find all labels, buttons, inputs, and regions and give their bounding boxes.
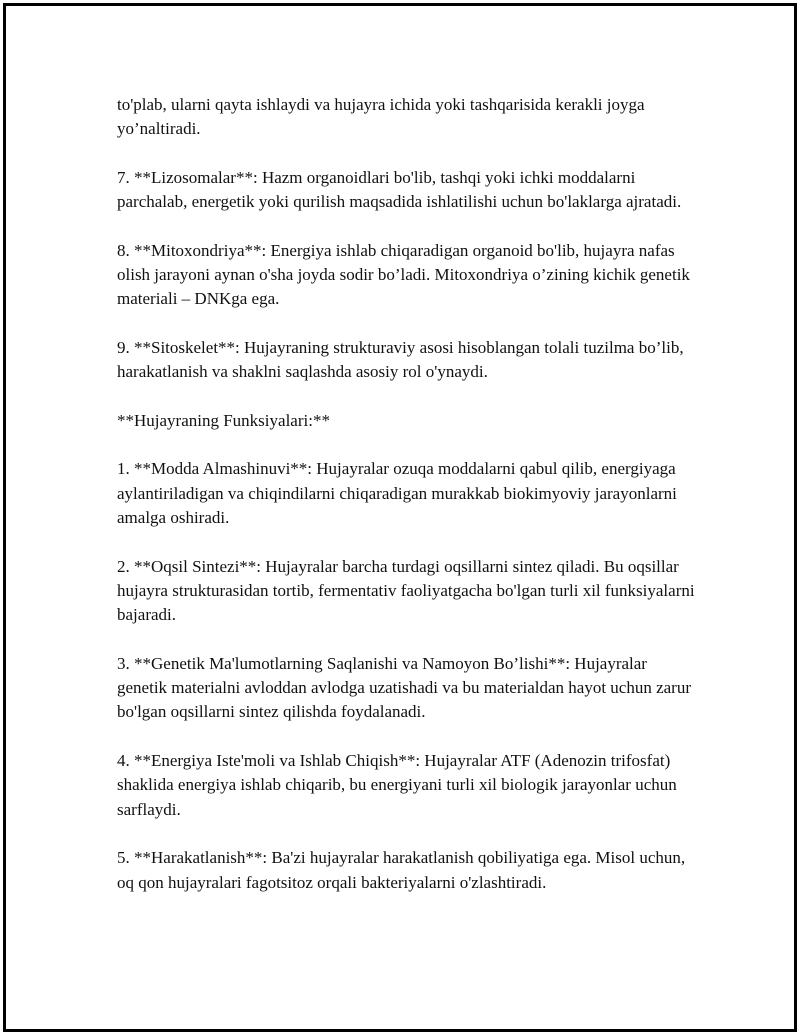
paragraph-sitoskelet: 9. **Sitoskelet**: Hujayraning strukturaviy asosi hisoblangan tolali tuzilma bo’lib, harakatlanish va shaklni saqlashda asosiy rol o'ynaydi. xyxy=(117,337,684,382)
paragraph-oqsil-sintezi: 2. **Oqsil Sintezi**: Hujayralar barcha turdagi oqsillarni sintez qiladi. Bu oqsillar hujayra strukturasidan tortib, fermentativ faoliyatgacha bo'lgan turli xil funksiyalarni bajaradi. xyxy=(117,556,695,625)
paragraph-continuation: to'plab, ularni qayta ishlaydi va hujayra ichida yoki tashqarisida kerakli joyga yo’naltiradi. xyxy=(117,95,645,139)
section-heading-funksiyalari: **Hujayraning Funksiyalari:** xyxy=(117,410,330,430)
document-body xyxy=(117,93,697,919)
paragraph-energiya: 4. **Energiya Iste'moli va Ishlab Chiqish**: Hujayralar ATF (Adenozin trifosfat) shaklida energiya ishlab chiqarib, bu energiyani turli xil biologik jarayonlar uchun sarflaydi. xyxy=(117,751,677,819)
paragraph-lizosomalar: 7. **Lizosomalar**: Hazm organoidlari bo'lib, tashqi yoki ichki moddalarni parchalab, energetik yoki qurilish maqsadida ishlatilishi uchun bo'laklarga ajratadi. xyxy=(117,167,682,212)
paragraph-mitoxondriya: 8. **Mitoxondriya**: Energiya ishlab chiqaradigan organoid bo'lib, hujayra nafas olish jarayoni aynan o'sha joyda sodir bo’ladi. Mitoxondriya o’zining kichik genetik materiali – DNKga ega. xyxy=(117,240,690,309)
paragraph-modda-almashinuvi: 1. **Modda Almashinuvi**: Hujayralar ozuqa moddalarni qabul qilib, energiyaga aylantiriladigan va chiqindilarni chiqaradigan murakkab biokimyoviy jarayonlarni amalga oshiradi. xyxy=(117,459,677,528)
paragraph-genetik-malumotlar: 3. **Genetik Ma'lumotlarning Saqlanishi va Namoyon Bo’lishi**: Hujayralar genetik materialni avloddan avlodga uzatishadi va bu materialdan hayot uchun zarur bo'lgan oqsillarni sintez qilishda foydalanadi. xyxy=(117,653,692,722)
paragraph-harakatlanish: 5. **Harakatlanish**: Ba'zi hujayralar harakatlanish qobiliyatiga ega. Misol uchun, oq qon hujayralari fagotsitoz orqali bakteriyalarni o'zlashtiradi. xyxy=(117,848,686,892)
